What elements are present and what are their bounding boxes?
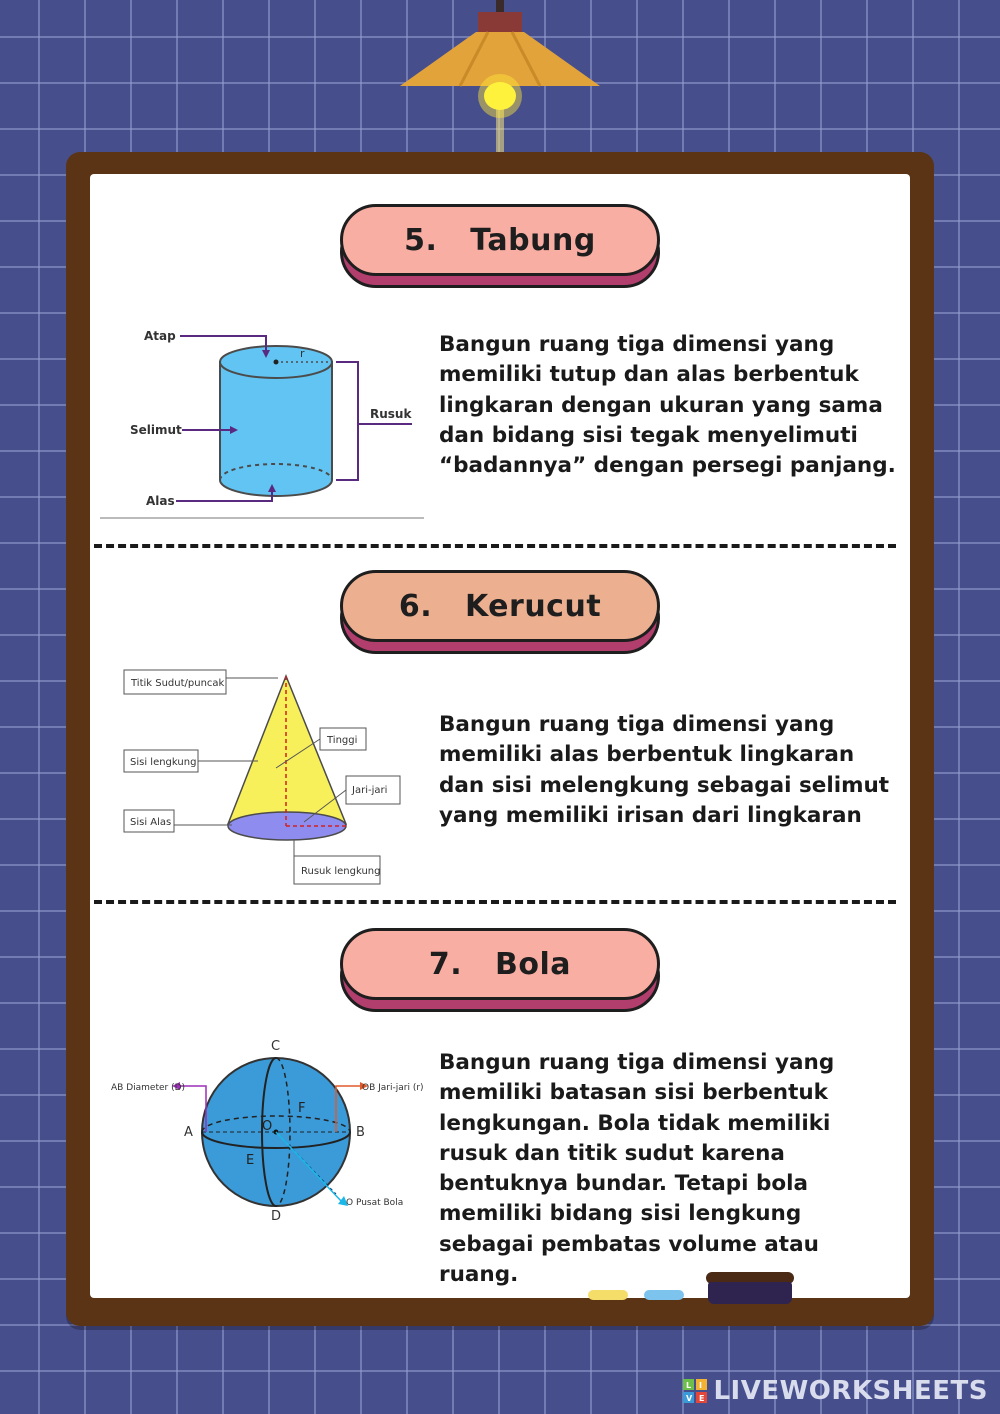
label-point-a: A <box>184 1125 193 1140</box>
section-number: 5. <box>404 222 438 258</box>
section-description-tabung: Bangun ruang tiga dimensi yang memiliki tutup dan alas berbentuk lingkaran dengan ukuran yang sama dan bidang sisi tegak menyelimuti “badannya” dengan persegi panjang. <box>439 332 896 479</box>
label-point-b: B <box>356 1125 365 1140</box>
logo-letter: I <box>699 1381 703 1390</box>
chalk-yellow <box>588 1290 628 1300</box>
spacer <box>462 947 495 982</box>
section-title: Kerucut <box>464 588 602 624</box>
section-title-badge-tabung <box>340 204 660 276</box>
label-center: O Pusat Bola <box>346 1198 404 1208</box>
eraser-pad <box>708 1282 792 1304</box>
eraser-icon <box>706 1272 794 1304</box>
label-base-side: Sisi Alas <box>130 817 172 828</box>
label-point-d: D <box>271 1209 282 1224</box>
chalk-blue <box>644 1290 684 1300</box>
logo-letter: V <box>686 1394 693 1403</box>
cone-diagram <box>118 664 418 892</box>
liveworksheets-logo-icon <box>683 1379 707 1403</box>
label-curved-edge: Rusuk lengkung <box>301 866 381 877</box>
section-number: 7. <box>428 946 463 982</box>
section-description-bola: Bangun ruang tiga dimensi yang memiliki batasan sisi berbentuk lengkungan. Bola tidak memiliki rusuk dan titik sudut karena bentuknya bundar. Tetapi bola memiliki bidang sisi lengkung sebagai pembatas volume atau ruang. <box>439 1050 835 1288</box>
label-radius: OB Jari-jari (r) <box>362 1083 424 1093</box>
section-title-badge-kerucut <box>340 570 660 642</box>
label-point-c: C <box>271 1039 281 1054</box>
section-number: 6. <box>398 588 433 624</box>
label-side: Selimut <box>130 423 182 437</box>
spacer <box>437 223 470 258</box>
section-divider <box>94 900 896 904</box>
label-curved-side: Sisi lengkung <box>130 757 197 768</box>
badge-face <box>340 928 660 1000</box>
label-diameter: AB Diameter (D) <box>111 1083 186 1093</box>
label-top: Atap <box>144 329 176 343</box>
label-radius: Jari-jari <box>352 785 388 796</box>
sphere-diagram <box>106 1034 426 1230</box>
section-divider <box>94 544 896 548</box>
label-height: Tinggi <box>327 735 358 746</box>
logo-letter: E <box>699 1394 705 1403</box>
section-title: Tabung <box>470 222 596 258</box>
label-point-e: E <box>246 1153 255 1168</box>
section-description-kerucut: Bangun ruang tiga dimensi yang memiliki alas berbentuk lingkaran dan sisi melengkung sebagai selimut yang memiliki irisan dari lingkaran <box>439 712 890 828</box>
label-edge: Rusuk <box>370 407 412 421</box>
badge-face <box>340 204 660 276</box>
spacer <box>432 589 465 624</box>
label-point-o: O <box>262 1119 273 1134</box>
hanging-lamp-icon <box>390 0 610 160</box>
label-base: Alas <box>146 494 175 508</box>
label-apex: Titik Sudut/puncak <box>131 678 225 689</box>
brand-name: LIVEWORKSHEETS <box>713 1376 988 1406</box>
section-title-badge-bola <box>340 928 660 1000</box>
logo-letter: L <box>686 1381 692 1390</box>
section-title: Bola <box>495 946 572 982</box>
label-point-f: F <box>298 1101 306 1116</box>
badge-face <box>340 570 660 642</box>
cylinder-diagram <box>100 320 430 525</box>
label-radius: r <box>300 347 305 360</box>
liveworksheets-brand <box>683 1376 988 1406</box>
